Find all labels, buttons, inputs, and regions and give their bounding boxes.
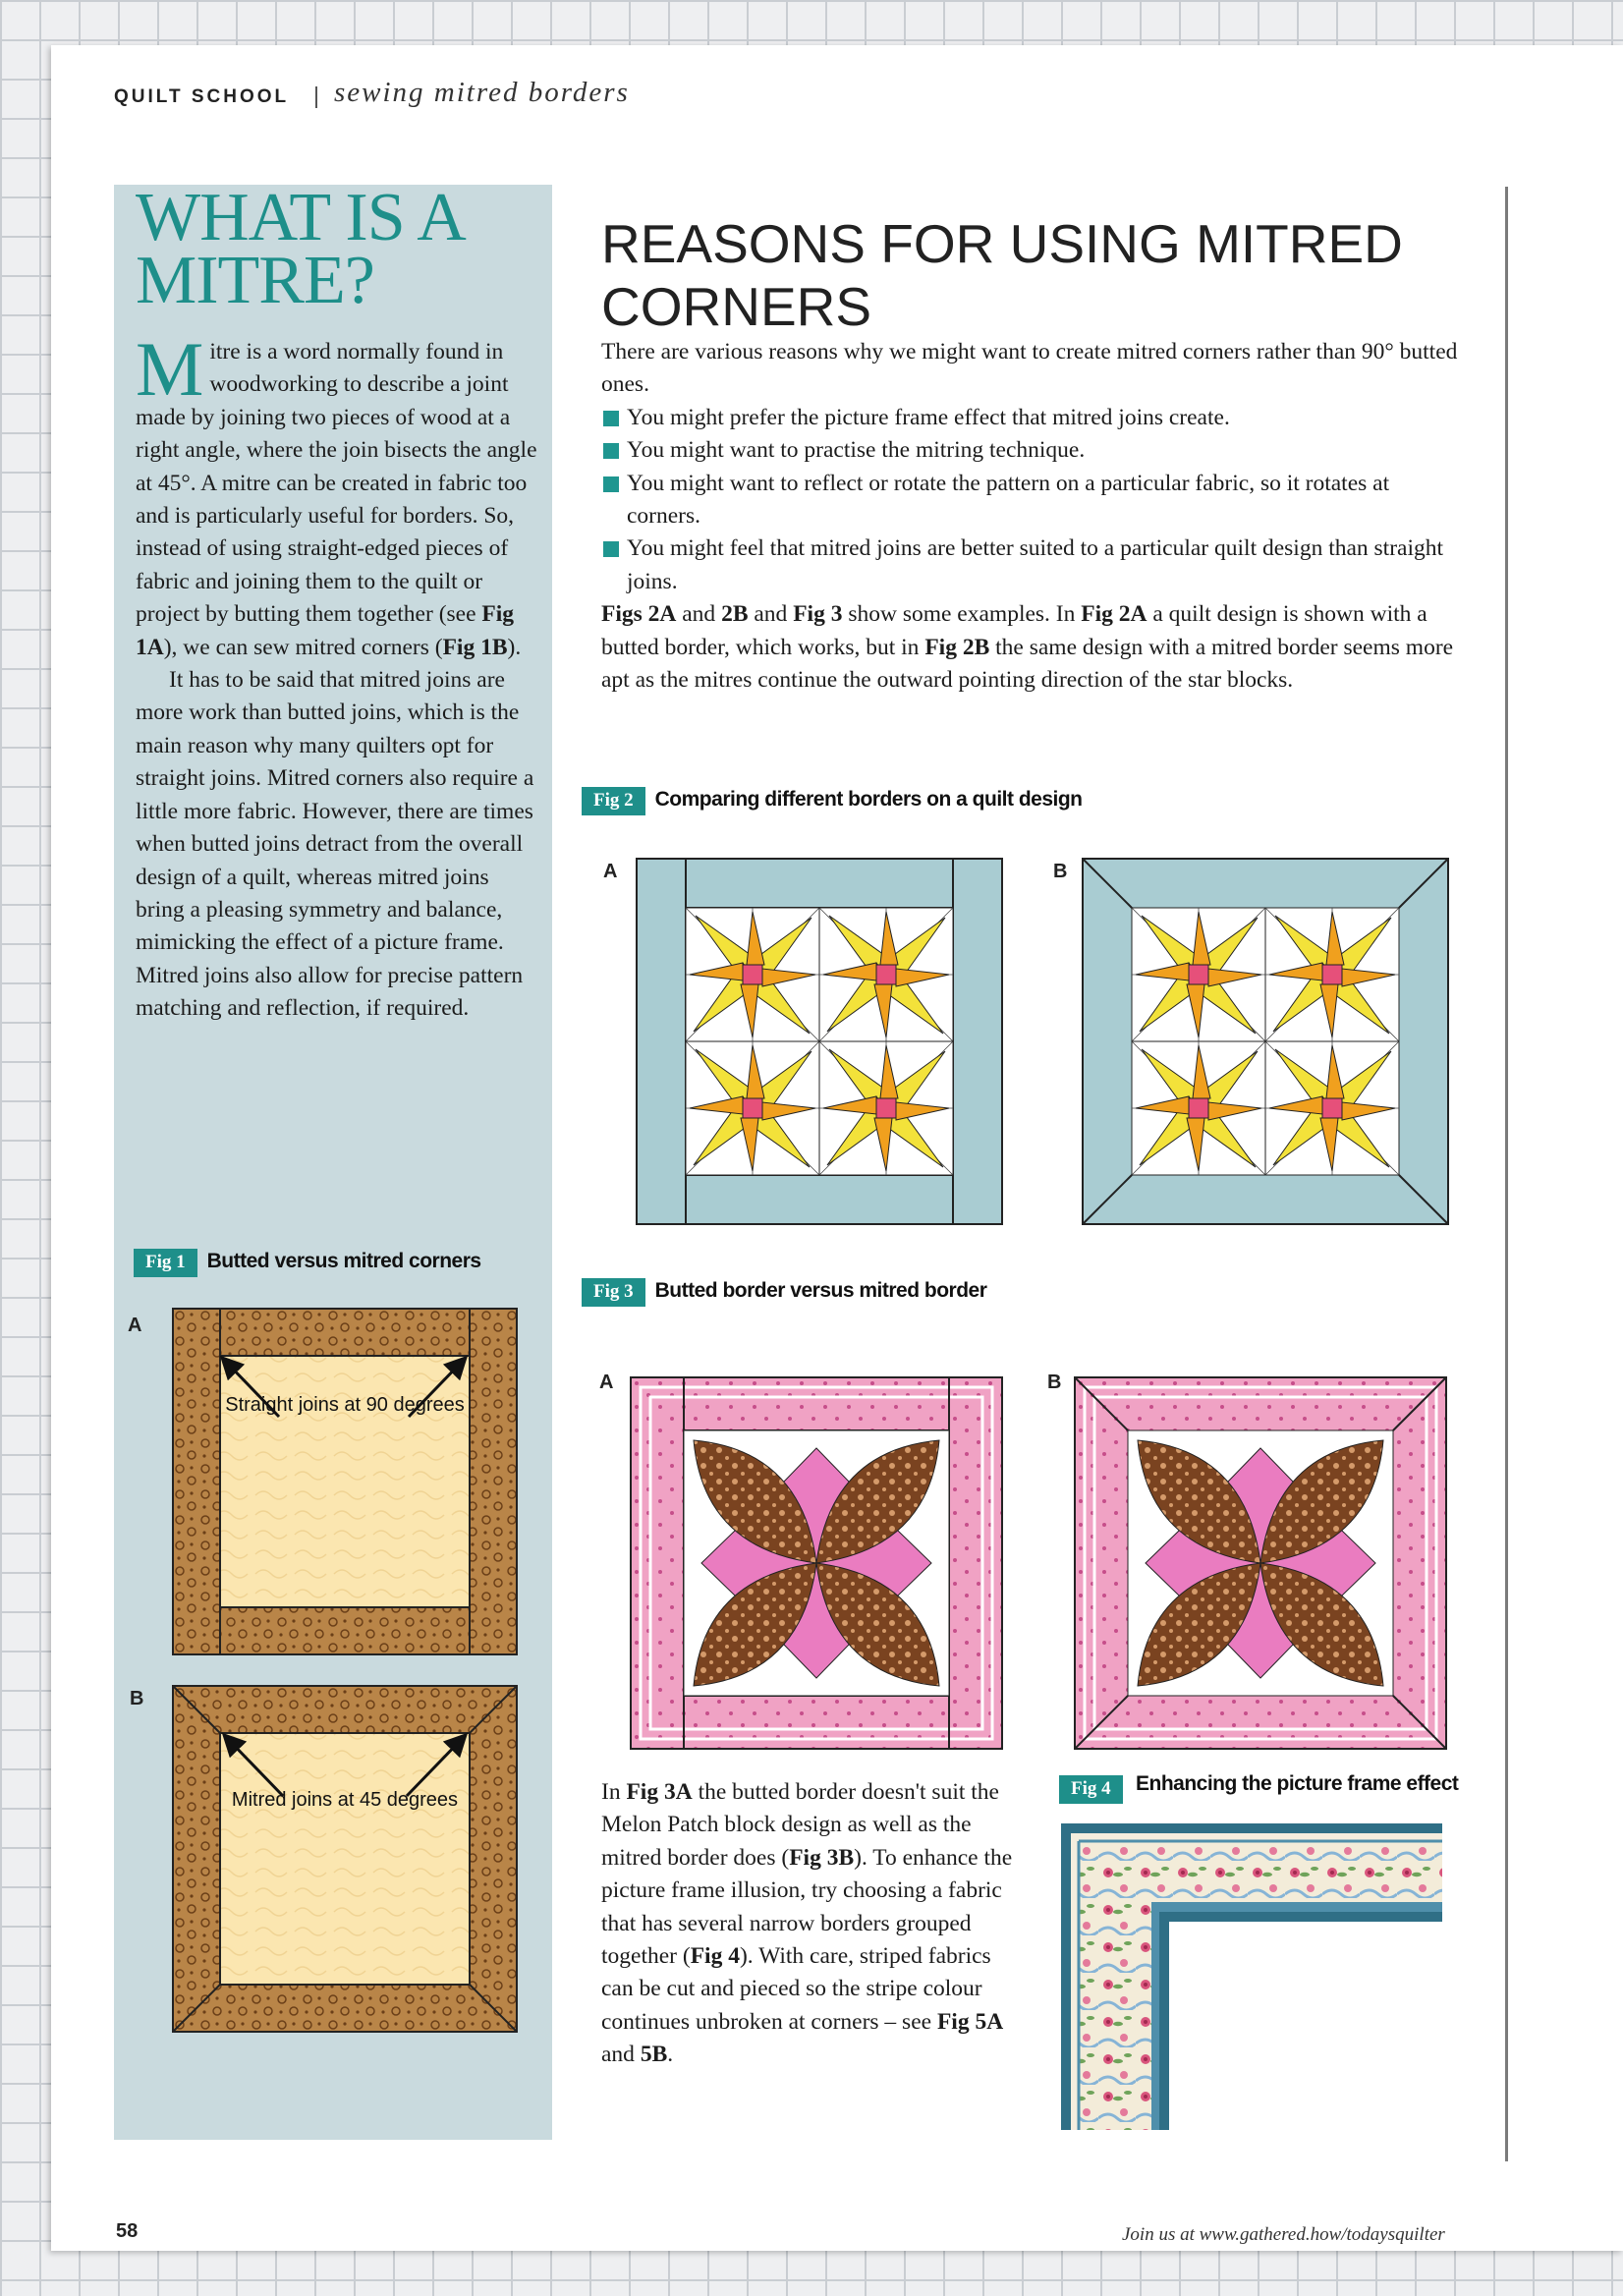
page-number: 58 bbox=[116, 2220, 139, 2242]
bullet-square-icon bbox=[603, 476, 619, 492]
fig3-caption: Butted border versus mitred border bbox=[654, 1279, 987, 1302]
fig1-label-a: A bbox=[128, 1315, 142, 1336]
fig4-tag-wrap bbox=[1059, 1778, 1123, 1800]
footer-note: Join us at www.gathered.how/todaysquilter bbox=[1122, 2224, 1445, 2245]
fig4-caption: Enhancing the picture frame effect bbox=[1136, 1772, 1459, 1795]
bullet-item: You might prefer the picture frame effect that mitred joins create. bbox=[601, 402, 1466, 434]
main-paragraph: Figs 2A and 2B and Fig 3 show some examples. In Fig 2A a quilt design is shown with a butted border, which works, but in Fig 2B the same design with a mitred border seems more apt as the mitres continue the outward pointing direction of the star blocks. bbox=[601, 601, 1454, 694]
fig2-label-a: A bbox=[603, 861, 618, 882]
sidebar-paragraph-2: It has to be said that mitred joins are more work than butted joins, which is the main reason why many quilters opt for straight joins. Mitred corners also require a little more fabric. However, there are times when butted joins detract from the overall design of a quilt, whereas mitred joins bring a pleasing symmetry and balance, mimicking the effect of a picture frame. Mitred joins also allow for precise pattern matching and reflection, if required. bbox=[136, 667, 534, 1022]
fig3b-mitred-melon bbox=[1075, 1377, 1446, 1749]
fig3-label-a: A bbox=[599, 1372, 614, 1393]
bullet-item: You might want to practise the mitring technique. bbox=[601, 434, 1466, 467]
fig1a-butted-diagram bbox=[173, 1309, 517, 1654]
fig-ref: Fig 1B bbox=[442, 634, 508, 660]
fig2-heading bbox=[582, 788, 1083, 812]
main-intro: There are various reasons why we might want to create mitred corners rather than 90° butted ones. bbox=[601, 339, 1458, 398]
fig4-tag: Fig 4 bbox=[1059, 1775, 1123, 1804]
fig2-label-b: B bbox=[1053, 861, 1068, 882]
fig3-explanation: In Fig 3A the butted border doesn't suit the Melon Patch block design as well as the mitred border does (Fig 3B). To enhance the picture frame illusion, try choosing a fabric that has several narrow borders grouped together (Fig 4). With care, striped fabrics can be cut and pieced so the stripe colour continues unbroken at corners – see Fig 5A and 5B. bbox=[601, 1779, 1013, 2068]
bullet-item: You might feel that mitred joins are better suited to a particular quilt design than straight joins. bbox=[601, 532, 1466, 598]
fig1-label-b: B bbox=[130, 1688, 144, 1709]
fig4-fabric-photo bbox=[1061, 1823, 1442, 2130]
fig1b-text: Mitred joins at 45 degrees bbox=[231, 1789, 459, 1811]
bullet-item: You might want to reflect or rotate the pattern on a particular fabric, so it rotates at corners. bbox=[601, 468, 1466, 533]
fig1b-mitred-diagram bbox=[173, 1686, 517, 2032]
bullet-square-icon bbox=[603, 541, 619, 557]
fig3-heading bbox=[582, 1279, 986, 1303]
fig2a-butted-quilt bbox=[637, 859, 1002, 1224]
header-divider bbox=[315, 86, 317, 108]
fig2-caption: Comparing different borders on a quilt design bbox=[654, 788, 1083, 811]
fig3a-butted-melon bbox=[631, 1377, 1002, 1749]
fig-ref: Fig 1A bbox=[136, 601, 515, 660]
main-intro-block bbox=[601, 336, 1466, 697]
sidebar-title: WHAT IS A MITRE? bbox=[136, 180, 462, 318]
dropcap: M bbox=[136, 326, 204, 412]
fig1a-text: Straight joins at 90 degrees bbox=[225, 1394, 465, 1416]
header-section: QUILT SCHOOL bbox=[114, 86, 290, 107]
bullet-square-icon bbox=[603, 443, 619, 459]
fig1-tag: Fig 1 bbox=[134, 1249, 197, 1277]
fig1-caption: Butted versus mitred corners bbox=[206, 1250, 481, 1272]
fig3-label-b: B bbox=[1047, 1372, 1062, 1393]
sidebar-text: Mitre is a word normally found in woodworking to describe a joint made by joining two pieces of wood at a right angle, where the join bisects the angle at 45°. A mitre can be created in fabric too and is particularly useful for borders. So, instead of using straight-edged pieces of fabric and joining them to the quilt or project by butting them together (see Fig 1A), we can sew mitred corners (Fig 1B). It has to be said that mitred joins are more work than butted joins, which is the main reason why many quilters opt for straight joins. Mitred corners also require a little more fabric. However, there are times when butted joins detract from the overall design of a quilt, whereas mitred joins bring a pleasing symmetry and balance, mimicking the effect of a picture frame. Mitred joins also allow for precise pattern matching and reflection, if required. bbox=[136, 336, 538, 1026]
bullet-square-icon bbox=[603, 411, 619, 426]
fig3-tag: Fig 3 bbox=[582, 1278, 645, 1307]
fig1-heading bbox=[134, 1250, 481, 1273]
main-title: REASONS FOR USING MITRED CORNERS bbox=[601, 213, 1403, 337]
fig2b-mitred-quilt bbox=[1083, 859, 1448, 1224]
column-rule bbox=[1505, 187, 1508, 2161]
header-topic: sewing mitred borders bbox=[334, 77, 630, 108]
fig2-tag: Fig 2 bbox=[582, 787, 645, 815]
